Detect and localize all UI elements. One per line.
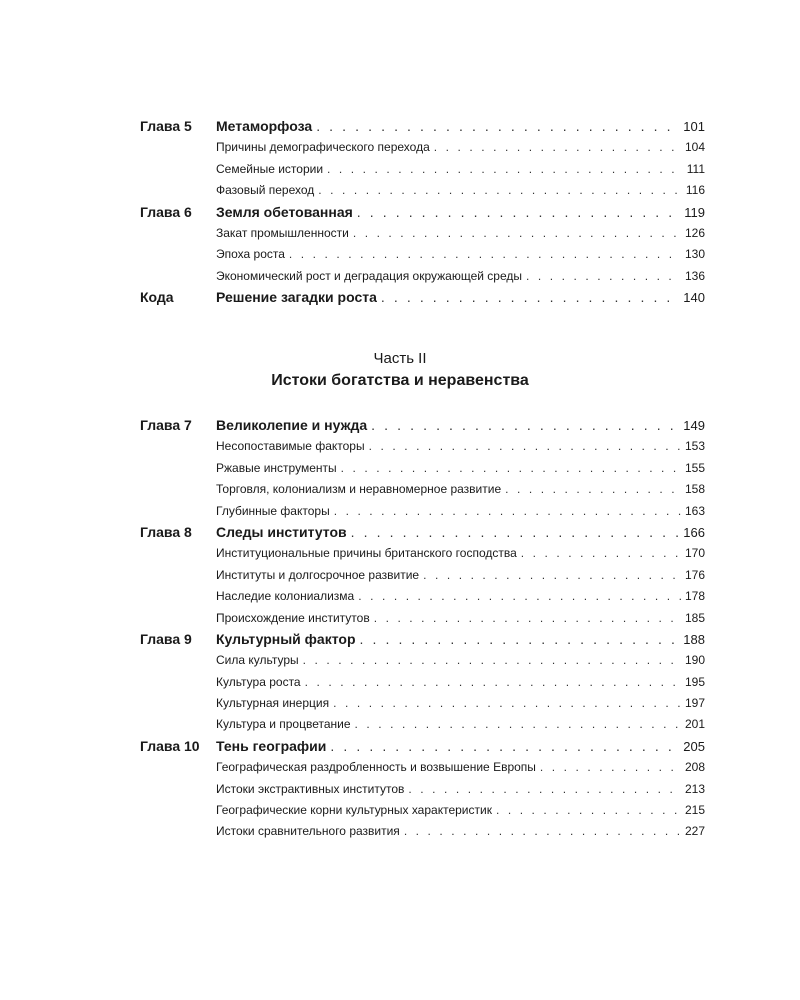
page-number: 104 bbox=[684, 140, 705, 155]
section-title: Истоки экстрактивных институтов bbox=[216, 781, 405, 796]
page-number: 119 bbox=[684, 204, 705, 220]
dot-leader bbox=[327, 159, 683, 180]
toc-section-row[interactable] bbox=[140, 821, 705, 842]
toc-chapter-row[interactable] bbox=[140, 287, 705, 308]
section-title: Происхождение институтов bbox=[216, 610, 370, 625]
dot-leader bbox=[351, 522, 680, 543]
dot-leader bbox=[330, 736, 679, 757]
page-number: 227 bbox=[684, 824, 705, 839]
toc-section-row[interactable] bbox=[140, 757, 705, 778]
dot-leader bbox=[404, 821, 681, 842]
chapter-label: Кода bbox=[140, 289, 174, 306]
section-title: Эпоха роста bbox=[216, 247, 285, 262]
dot-leader bbox=[408, 779, 681, 800]
dot-leader bbox=[341, 458, 681, 479]
chapter-label: Глава 7 bbox=[140, 417, 192, 433]
page-number: 136 bbox=[684, 268, 705, 283]
section-title: Культурная инерция bbox=[216, 696, 330, 711]
page-number: 208 bbox=[684, 760, 705, 775]
page-number: 130 bbox=[684, 247, 705, 262]
page-number: 170 bbox=[684, 546, 705, 561]
chapter-label: Глава 5 bbox=[140, 118, 192, 134]
toc-chapter-row[interactable] bbox=[140, 116, 705, 137]
page-number: 158 bbox=[684, 482, 705, 497]
chapter-label: Глава 6 bbox=[140, 203, 192, 220]
toc-section-row[interactable] bbox=[140, 137, 705, 158]
page-number: 166 bbox=[683, 524, 705, 540]
dot-leader bbox=[374, 608, 681, 629]
dot-leader bbox=[358, 586, 681, 607]
toc-section-row[interactable] bbox=[140, 244, 705, 265]
page-number: 149 bbox=[683, 418, 705, 433]
page-number: 213 bbox=[684, 781, 705, 796]
toc-part2-list bbox=[140, 415, 705, 843]
dot-leader bbox=[526, 266, 681, 287]
page-number: 195 bbox=[684, 674, 705, 689]
section-title: Истоки сравнительного развития bbox=[216, 824, 400, 839]
page-number: 178 bbox=[684, 589, 705, 604]
part-heading bbox=[0, 348, 800, 392]
chapter-title: Культурный фактор bbox=[216, 630, 356, 647]
toc-chapter-row[interactable] bbox=[140, 202, 705, 223]
section-title: Экономический рост и деградация окружающей среды bbox=[216, 268, 523, 283]
dot-leader bbox=[357, 202, 680, 223]
toc-section-row[interactable] bbox=[140, 608, 705, 629]
dot-leader bbox=[360, 629, 680, 650]
page-number: 163 bbox=[684, 503, 705, 518]
dot-leader bbox=[505, 479, 681, 500]
section-title: Фазовый переход bbox=[216, 183, 315, 198]
dot-leader bbox=[434, 137, 681, 158]
toc-section-row[interactable] bbox=[140, 672, 705, 693]
toc-chapter-row[interactable] bbox=[140, 629, 705, 650]
section-title: Институты и долгосрочное развитие bbox=[216, 567, 420, 582]
page-number: 185 bbox=[684, 610, 705, 625]
toc-section-row[interactable] bbox=[140, 458, 705, 479]
page-number: 215 bbox=[684, 803, 705, 818]
page-number: 126 bbox=[684, 225, 705, 240]
dot-leader bbox=[496, 800, 681, 821]
dot-leader bbox=[353, 223, 681, 244]
page-number: 101 bbox=[683, 119, 705, 134]
page-number: 190 bbox=[684, 653, 705, 668]
part-title: Истоки богатства и неравенства bbox=[271, 372, 529, 389]
section-title: Культура и процветание bbox=[216, 717, 351, 732]
dot-leader bbox=[355, 714, 681, 735]
chapter-title: Земля обетованная bbox=[216, 203, 353, 220]
dot-leader bbox=[333, 693, 681, 714]
chapter-title: Великолепие и нужда bbox=[216, 417, 368, 433]
section-title: Географическая раздробленность и возвышение Европы bbox=[216, 760, 536, 775]
dot-leader bbox=[369, 436, 681, 457]
page-number: 140 bbox=[683, 290, 705, 306]
page-number: 197 bbox=[684, 696, 705, 711]
section-title: Наследие колониализма bbox=[216, 589, 355, 604]
toc-section-row[interactable] bbox=[140, 543, 705, 564]
toc-section-row[interactable] bbox=[140, 714, 705, 735]
dot-leader bbox=[318, 180, 682, 201]
chapter-title: Метаморфоза bbox=[216, 118, 313, 134]
dot-leader bbox=[303, 650, 681, 671]
toc-section-row[interactable] bbox=[140, 779, 705, 800]
page-number: 205 bbox=[683, 738, 705, 754]
chapter-label: Глава 9 bbox=[140, 630, 192, 647]
section-title: Географические корни культурных характеристик bbox=[216, 803, 492, 818]
chapter-title: Следы институтов bbox=[216, 523, 347, 540]
chapter-title: Решение загадки роста bbox=[216, 289, 377, 306]
toc-section-row[interactable] bbox=[140, 436, 705, 457]
chapter-title: Тень географии bbox=[216, 737, 327, 754]
toc-chapter-row[interactable] bbox=[140, 736, 705, 757]
section-title: Глубинные факторы bbox=[216, 503, 330, 518]
dot-leader bbox=[334, 501, 681, 522]
toc-section-row[interactable] bbox=[140, 266, 705, 287]
page-number: 153 bbox=[684, 439, 705, 454]
page-number: 116 bbox=[685, 183, 705, 198]
toc-section-row[interactable] bbox=[140, 800, 705, 821]
toc-part1-list bbox=[140, 116, 705, 309]
toc-section-row[interactable] bbox=[140, 650, 705, 671]
dot-leader bbox=[540, 757, 681, 778]
dot-leader bbox=[289, 244, 681, 265]
toc-section-row[interactable] bbox=[140, 501, 705, 522]
page-number: 176 bbox=[684, 567, 705, 582]
section-title: Институциональные причины британского господства bbox=[216, 546, 517, 561]
dot-leader bbox=[423, 565, 681, 586]
toc-chapter-row[interactable] bbox=[140, 415, 705, 436]
dot-leader bbox=[371, 415, 679, 436]
section-title: Причины демографического перехода bbox=[216, 140, 430, 155]
page-number: 201 bbox=[684, 717, 705, 732]
toc-section-row[interactable] bbox=[140, 479, 705, 500]
toc-section-row[interactable] bbox=[140, 180, 705, 201]
section-title: Несопоставимые факторы bbox=[216, 439, 365, 454]
dot-leader bbox=[521, 543, 681, 564]
toc-chapter-row[interactable] bbox=[140, 522, 705, 543]
dot-leader bbox=[316, 116, 679, 137]
toc-section-row[interactable] bbox=[140, 565, 705, 586]
section-title: Ржавые инструменты bbox=[216, 460, 337, 475]
toc-section-row[interactable] bbox=[140, 693, 705, 714]
section-title: Торговля, колониализм и неравномерное развитие bbox=[216, 482, 502, 497]
section-title: Сила культуры bbox=[216, 653, 299, 668]
page-number: 111 bbox=[686, 161, 705, 176]
page-number: 155 bbox=[684, 460, 705, 475]
toc-section-row[interactable] bbox=[140, 586, 705, 607]
chapter-label: Глава 8 bbox=[140, 523, 192, 540]
dot-leader bbox=[305, 672, 681, 693]
toc-section-row[interactable] bbox=[140, 223, 705, 244]
section-title: Культура роста bbox=[216, 674, 301, 689]
page-number: 188 bbox=[683, 631, 705, 647]
part-label: Часть II bbox=[373, 350, 427, 367]
dot-leader bbox=[381, 287, 679, 308]
toc-section-row[interactable] bbox=[140, 159, 705, 180]
chapter-label: Глава 10 bbox=[140, 737, 200, 754]
section-title: Закат промышленности bbox=[216, 225, 349, 240]
section-title: Семейные истории bbox=[216, 161, 324, 176]
